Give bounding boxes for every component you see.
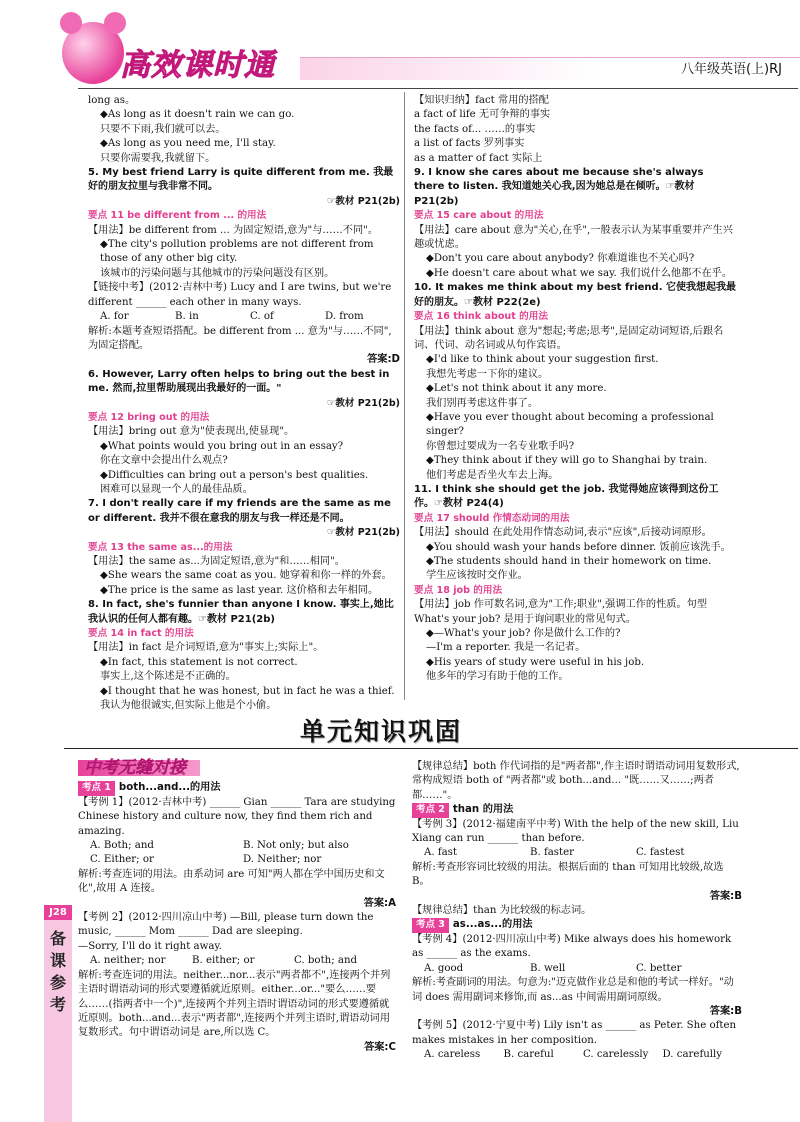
- text-line: 【规律总结】both 作代词指的是"两者都",作主语时谓语动词用复数形式,常构成短语 both of "两者都"或 both...and... "既……又……;两者都……"。: [412, 761, 740, 801]
- text-line: 【考例 3】(2012·福建南平中考) With the help of the new skill, Liu Xiang can run ______ than before.: [412, 818, 739, 845]
- example-sentence: ◆Difficulties can bring out a person's best qualities.: [100, 469, 369, 481]
- text-line: 解析:考查形容词比较级的用法。根据后面的 than 可知用比较级,故选 B。: [412, 861, 724, 888]
- bottom-right-column: [412, 760, 742, 1063]
- key-point-heading: 要点 18 job 的用法: [414, 584, 503, 596]
- text-line: 解析:考查连词的用法。neither...nor...表示"两者都不",连接两个并列主语时谓语动词的形式要遵循就近原则。either...or..."要么……要么……(指两者中一个)",连接两个并列主语时谓语动词的形式要遵循就近原则。both...and...表示"两者都",连接两个并列主语时,谓语动词用复数形式。句中谓语动词是 are,所以选 C。: [78, 969, 391, 1039]
- example-sentence: ◆They think about if they will go to Shanghai by train.: [426, 455, 708, 467]
- translation: 你在文章中会提出什么观点?: [100, 455, 228, 467]
- options-row: [78, 839, 396, 853]
- text-line: 【考例 4】(2012·四川凉山中考) Mike always does his homework as ______ as the exams.: [412, 933, 732, 960]
- text-line: 【考例 5】(2012·宁夏中考) Lily isn't as ______ as Peter. She often makes mistakes in her composition.: [412, 1020, 737, 1046]
- text-line: 【用法】care about 意为"关心,在乎",一般表示认为某事重要并产生兴趣或忧虑。: [414, 224, 733, 251]
- textbook-ref: ☞教材 P21(2b): [326, 397, 400, 409]
- side-char: 考: [49, 995, 66, 1014]
- exam-point: [412, 918, 742, 932]
- example-sentence: ◆He doesn't care about what we say. 我们说什么他都不在乎。: [426, 267, 733, 279]
- grade-label: 八年级英语(上)RJ: [680, 62, 782, 77]
- text-line: as a matter of fact 实际上: [414, 152, 543, 164]
- example-sentence: ◆His years of study were useful in his job.: [426, 656, 645, 668]
- example-sentence: ◆Have you ever thought about becoming a professional singer?: [426, 411, 714, 438]
- sentence-heading: 9. I know she cares about me because she's always there to listen. 我知道她关心我,因为她总是在倾听。☞教材 P21(2b): [414, 167, 704, 207]
- text-line: a list of facts 罗列事实: [414, 138, 525, 150]
- answer: 答案:D: [367, 354, 400, 366]
- translation: 你曾想过要成为一名专业歌手吗?: [426, 440, 575, 452]
- option: A. for: [100, 311, 129, 323]
- options-row: [412, 1048, 742, 1062]
- key-point-heading: 要点 15 care about 的用法: [414, 210, 544, 222]
- translation: 我想先考虑一下你的建议。: [426, 368, 549, 380]
- option: A. careless: [424, 1049, 481, 1061]
- option: C. both; and: [294, 955, 358, 967]
- translation: 他们考虑是否坐火车去上海。: [426, 469, 559, 481]
- option: B. Not only; but also: [243, 840, 349, 852]
- exam-point: [78, 781, 396, 795]
- sentence-heading: 11. I think she should get the job. 我觉得她应该得到这份工作。☞教材 P24(4): [414, 483, 719, 510]
- answer: 答案:A: [363, 897, 396, 909]
- side-char: 课: [49, 951, 66, 970]
- exam-point-tag: 考点 2: [412, 803, 449, 817]
- sentence-heading: 6. However, Larry often helps to bring out the best in me. 然而,拉里帮助展现出我最好的一面。": [88, 368, 390, 395]
- column-divider: [404, 92, 405, 700]
- translation: 他多年的学习有助于他的工作。: [426, 671, 569, 683]
- option: B. well: [530, 962, 566, 974]
- options-row: [412, 846, 742, 860]
- example-sentence: ◆In fact, this statement is not correct.: [100, 656, 298, 668]
- exam-point-title: as...as...的用法: [452, 919, 533, 931]
- translation: 学生应该按时交作业。: [426, 570, 528, 582]
- text-line: 【用法】job 作可数名词,意为"工作;职业",强调工作的性质。句型 What's your job? 是用于询问职业的常见句式。: [414, 599, 708, 625]
- option: C. of: [250, 311, 274, 323]
- example-sentence: ◆I'd like to think about your suggestion first.: [426, 354, 659, 366]
- option: C. Either; or: [90, 854, 154, 866]
- example-sentence: ◆As long as you need me, I'll stay.: [100, 138, 276, 150]
- text-line: 【规律总结】than 为比较级的标志词。: [412, 905, 592, 917]
- key-point-heading: 要点 13 the same as...的用法: [88, 541, 233, 553]
- translation: 我们别再考虑这件事了。: [426, 397, 539, 409]
- text-line: 【知识归纳】fact 常用的搭配: [414, 95, 549, 106]
- exam-point-tag: 考点 3: [412, 918, 449, 932]
- option: D. Neither; nor: [243, 854, 322, 866]
- text-line: 【用法】think about 意为"想起;考虑;思考",是固定动词短语,后跟名词、代词、动名词或从句作宾语。: [414, 325, 724, 351]
- answer: 答案:B: [709, 1005, 742, 1017]
- text-line: 解析:考查连词的用法。由系动词 are 可知"两人都在学中国历史和文化",故用 A 连接。: [78, 868, 385, 895]
- options-row: [88, 310, 400, 324]
- option: B. faster: [530, 847, 575, 859]
- answer: 答案:B: [709, 890, 742, 902]
- text-line: —Sorry, I'll do it right away.: [78, 940, 223, 952]
- text-line: 【用法】should 在此处用作情态动词,表示"应该",后接动词原形。: [414, 527, 712, 539]
- textbook-ref: ☞教材 P21(2b): [326, 527, 400, 539]
- text-line: 【考例 2】(2012·四川凉山中考) —Bill, please turn down the music, ______ Mom ______ Dad are sleeping.: [78, 912, 374, 938]
- example-sentence: ◆The students should hand in their homework on time.: [426, 556, 712, 567]
- translation: 困难可以显现一个人的最佳品质。: [100, 483, 253, 495]
- exam-point: [412, 803, 742, 817]
- options-row: [412, 962, 742, 976]
- text-line: 【链接中考】(2012·吉林中考) Lucy and I are twins, but we're different ______ each other in many ways.: [88, 282, 392, 308]
- bottom-left-column: [78, 760, 396, 1055]
- text-line: 【用法】be different from ... 为固定短语,意为"与……不同"。: [88, 224, 379, 236]
- text-line: 【用法】bring out 意为"使表现出,使显现"。: [88, 426, 295, 438]
- example-sentence: ◆Let's not think about it any more.: [426, 383, 607, 395]
- translation: 事实上,这个陈述是不正确的。: [100, 671, 236, 683]
- side-char: 备: [49, 929, 66, 948]
- option: C. fastest: [636, 847, 685, 859]
- option: B. either; or: [192, 955, 255, 967]
- logo-mascot-icon: [62, 22, 124, 84]
- example-sentence: ◆I thought that he was honest, but in fact he was a thief.: [100, 685, 395, 697]
- option: A. good: [424, 962, 464, 974]
- sentence-heading: 8. In fact, she's funnier than anyone I know. 事实上,她比我认识的任何人都有趣。☞教材 P21(2b): [88, 599, 394, 625]
- logo-text: 高效课时通: [120, 48, 275, 83]
- exam-point-title: both...and...的用法: [118, 782, 221, 794]
- translation: 只要不下雨,我们就可以去。: [100, 123, 226, 135]
- section-rule: [64, 748, 798, 749]
- translation: 我认为他很诚实,但实际上他是个小偷。: [100, 700, 277, 712]
- translation: 只要你需要我,我就留下。: [100, 152, 216, 164]
- text-line: 解析:本题考查短语搭配。be different from ... 意为"与……不同",为固定搭配。: [88, 325, 392, 351]
- side-label: [44, 928, 72, 1016]
- option: D. carefully: [662, 1049, 723, 1061]
- key-point-heading: 要点 11 be different from ... 的用法: [88, 210, 267, 222]
- example-sentence: ◆What points would you bring out in an essay?: [100, 440, 344, 452]
- text-line: 【用法】in fact 是介词短语,意为"事实上;实际上"。: [88, 642, 324, 654]
- option: C. better: [636, 962, 682, 974]
- option: C. carelessly: [583, 1049, 649, 1061]
- example-sentence: ◆The city's pollution problems are not different from those of any other big city.: [100, 239, 374, 265]
- section-title: 单元知识巩固: [300, 717, 463, 746]
- text-line: 解析:考查副词的用法。句意为:"迈克做作业总是和他的考试一样好。"动词 does 需用副词来修饰,而 as...as 中间需用副词原级。: [412, 977, 734, 1003]
- translation: —I'm a reporter. 我是一名记者。: [426, 642, 586, 654]
- sentence-heading: 5. My best friend Larry is quite different from me. 我最好的朋友拉里与我非常不同。: [88, 167, 394, 193]
- page-header: [0, 0, 800, 92]
- example-sentence: ◆She wears the same coat as you. 她穿着和你一样的外套。: [100, 570, 392, 582]
- text-line: 【考例 1】(2012·吉林中考) ______ Gian ______ Tara are studying Chinese history and culture now, they find them rich and amazing.: [78, 796, 396, 837]
- exam-point-title: than 的用法: [452, 804, 514, 816]
- page-number: J28: [44, 905, 72, 920]
- text-line: a fact of life 无可争辩的事实: [414, 109, 551, 121]
- example-sentence: ◆Don't you care about anybody? 你难道谁也不关心吗?: [426, 253, 695, 265]
- option: A. Both; and: [90, 840, 154, 852]
- example-sentence: ◆As long as it doesn't rain we can go.: [100, 109, 295, 121]
- translation: 该城市的污染问题与其他城市的污染问题没有区别。: [100, 267, 335, 279]
- option: A. fast: [424, 847, 457, 859]
- exam-banner-text: 中考无缝对接: [78, 760, 200, 776]
- exam-banner: [78, 760, 396, 778]
- exam-point-tag: 考点 1: [78, 781, 115, 795]
- side-tab: [44, 905, 72, 1122]
- option: B. in: [175, 311, 199, 323]
- text-line: long as。: [88, 95, 136, 106]
- right-column: [414, 94, 736, 685]
- header-rule: [78, 88, 798, 89]
- answer: 答案:C: [364, 1041, 396, 1053]
- option: B. careful: [503, 1049, 554, 1061]
- left-column: [88, 94, 400, 713]
- sentence-heading: 7. I don't really care if my friends are the same as me or different. 我并不很在意我的朋友与我一样还是不同。: [88, 498, 391, 524]
- option: A. neither; nor: [90, 955, 166, 967]
- example-sentence: ◆The price is the same as last year. 这价格和去年相同。: [100, 584, 379, 596]
- text-line: 【用法】the same as...为固定短语,意为"和……相同"。: [88, 556, 345, 567]
- options-row: [78, 954, 396, 968]
- sentence-heading: 10. It makes me think about my best friend. 它使我想起我最好的朋友。☞教材 P22(2e): [414, 282, 736, 308]
- options-row: [78, 853, 396, 867]
- side-char: 参: [49, 973, 66, 992]
- text-line: the facts of... ……的事实: [414, 123, 536, 135]
- key-point-heading: 要点 17 should 作情态动词的用法: [414, 512, 570, 524]
- option: D. from: [325, 311, 364, 323]
- key-point-heading: 要点 14 in fact 的用法: [88, 628, 194, 640]
- key-point-heading: 要点 12 bring out 的用法: [88, 411, 210, 423]
- key-point-heading: 要点 16 think about 的用法: [414, 311, 548, 323]
- example-sentence: ◆You should wash your hands before dinner. 饭前应该洗手。: [426, 541, 731, 553]
- example-sentence: ◆—What's your job? 你是做什么工作的?: [426, 628, 621, 640]
- textbook-ref: ☞教材 P21(2b): [326, 195, 400, 207]
